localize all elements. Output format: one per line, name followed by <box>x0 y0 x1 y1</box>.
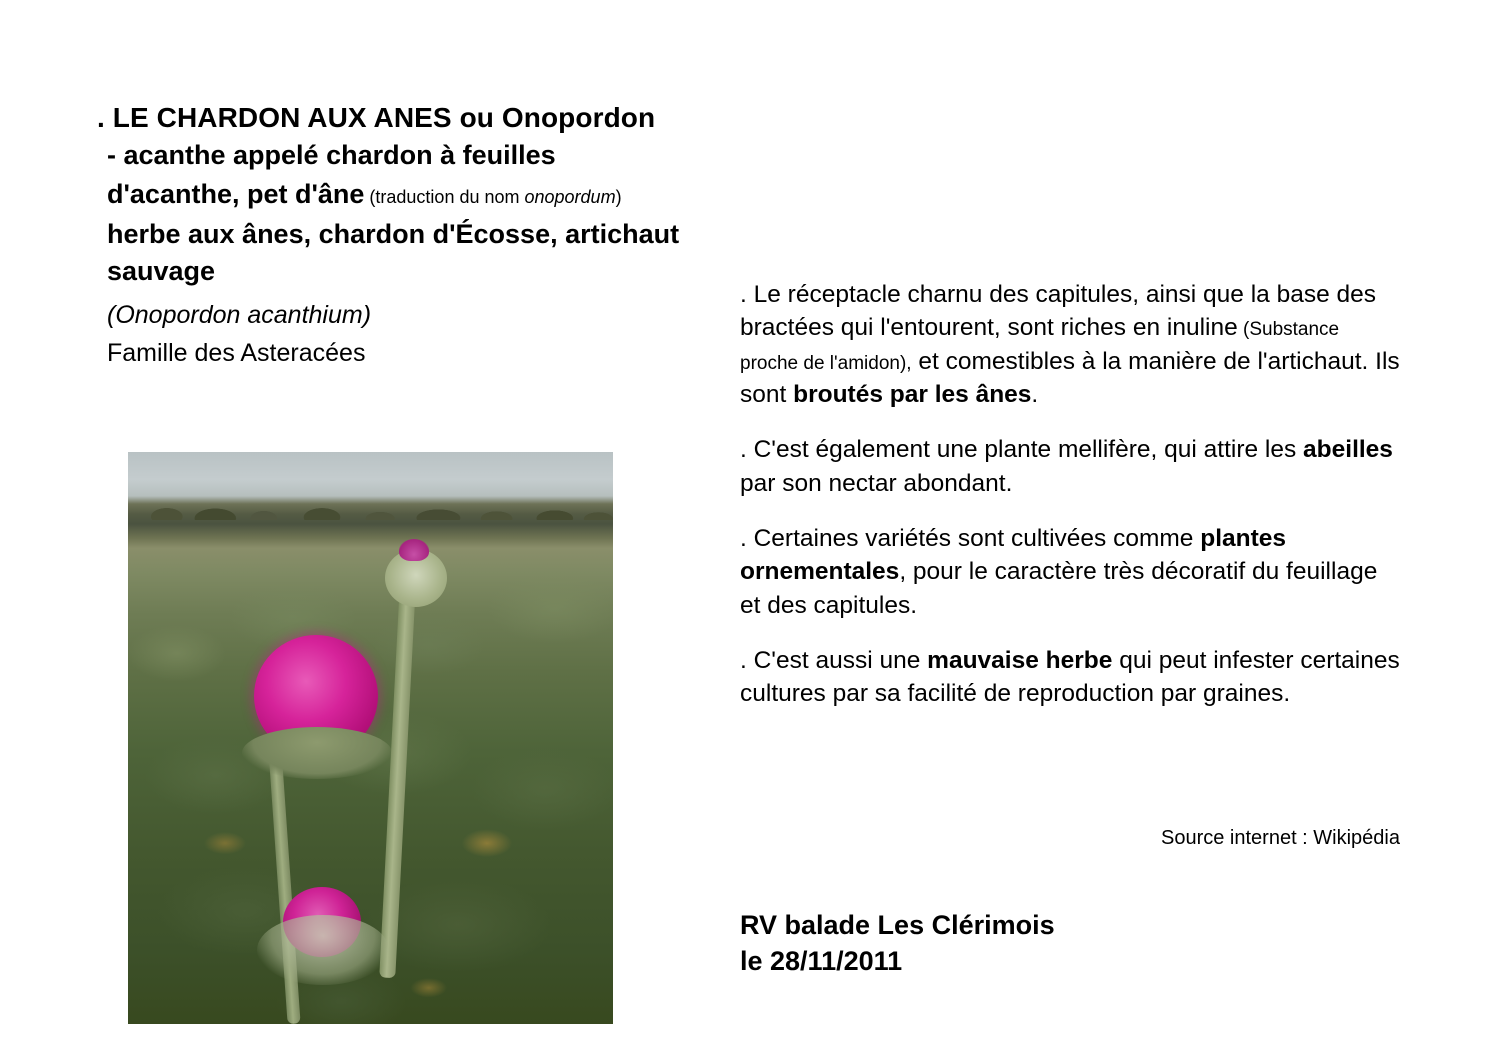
paragraph-4-part-1: . C'est aussi une <box>740 646 928 674</box>
right-column <box>740 278 1400 732</box>
paragraph-3-part-2: , pour le caractère très décoratif du feuillage et des capitules. <box>740 558 1378 619</box>
translation-note-after: ) <box>615 187 622 208</box>
signature-line-1: RV balade Les Clérimois <box>740 910 1055 940</box>
treeline-decoration <box>128 486 613 520</box>
title-subline-2 <box>97 177 717 212</box>
title-strong-names: d'acanthe, pet d'âne <box>107 179 365 210</box>
thistle-flower-small <box>283 887 361 957</box>
paragraph-mauvaise-herbe <box>740 644 1400 711</box>
latin-name: (Onopordon acanthium) <box>107 300 372 329</box>
translation-note-latin: onopordum <box>524 187 616 208</box>
signature-line-2: le 28/11/2011 <box>740 945 903 976</box>
left-column <box>97 100 717 370</box>
signature-block <box>740 908 1055 979</box>
paragraph-1-bold: broutés par les ânes <box>793 380 1032 408</box>
title-subline-1: - acanthe appelé chardon à feuilles <box>107 140 556 171</box>
title-block <box>97 100 717 370</box>
paragraph-4-part-2: qui peut infester certaines cultures par sa facilité de reproduction par graines. <box>740 646 1400 708</box>
paragraph-mellifere <box>740 433 1400 500</box>
paragraph-ornementale <box>740 522 1400 622</box>
paragraph-2-bold: abeilles <box>1303 436 1393 464</box>
paragraph-inuline <box>740 278 1400 411</box>
title-subline-3: herbe aux ânes, chardon d'Écosse, artichaut <box>107 218 680 249</box>
paragraph-2-part-1: . C'est également une plante mellifère, qui attire les <box>740 436 1304 464</box>
page-title: . LE CHARDON AUX ANES ou Onopordon <box>97 102 656 133</box>
family-name: Famille des Asteracées <box>107 339 366 368</box>
paragraph-3-part-1: . Certaines variétés sont cultivées comme <box>740 524 1201 552</box>
paragraph-2-part-2: par son nectar abondant. <box>740 469 1013 497</box>
thistle-bud <box>385 549 447 607</box>
paragraph-4-bold: mauvaise herbe <box>927 646 1113 674</box>
thistle-flower-large <box>254 635 378 757</box>
paragraph-1-part-3: . <box>1031 380 1039 408</box>
translation-note-before: (traduction du nom <box>364 187 525 208</box>
paragraph-3-bold: plantes ornementales <box>740 524 1287 586</box>
paragraph-1-note: (Substance proche de l'amidon), <box>740 319 1340 374</box>
paragraph-1-part-2: et comestibles à la manière de l'artichaut. Ils sont <box>740 347 1400 408</box>
source-credit: Source internet : Wikipédia <box>1160 827 1400 849</box>
photo-chardon-aux-anes <box>128 452 613 1024</box>
title-subline-4: sauvage <box>107 255 216 286</box>
title-translation-note <box>364 187 621 207</box>
paragraph-1-part-1: . Le réceptacle charnu des capitules, ainsi que la base des bractées qui l'entourent, sont riches en inuline <box>740 281 1377 342</box>
